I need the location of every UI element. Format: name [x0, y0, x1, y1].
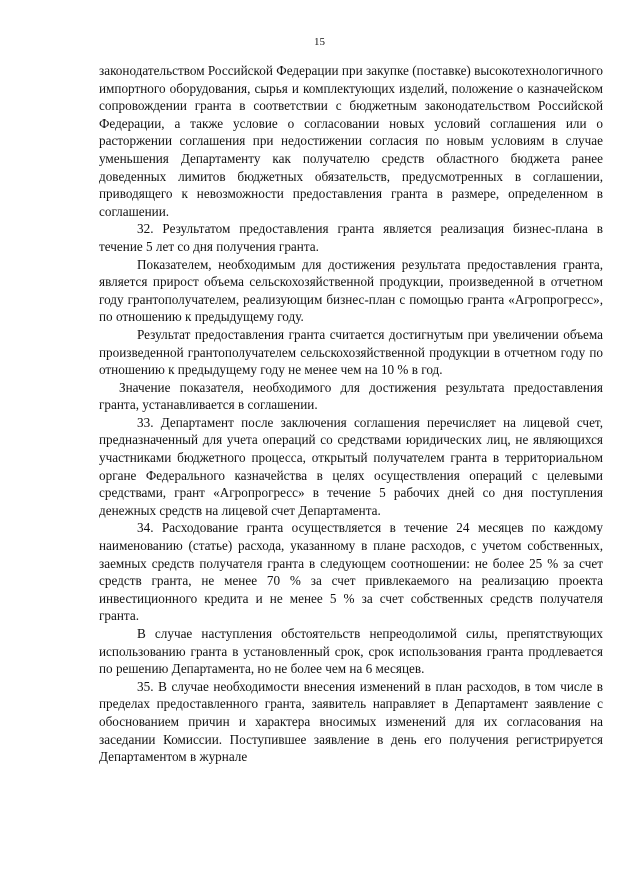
paragraph-force-majeure: В случае наступления обстоятельств непреодолимой силы, препятствующих использованию гранта в установленный срок, срок использования гранта продлевается по решению Департамента, но не более чем на 6 месяцев. — [99, 626, 603, 677]
page-number: 15 — [314, 36, 325, 48]
paragraph-result-achieved: Результат предоставления гранта считается достигнутым при увеличении объема произведенной грантополучателем сельскохозяйственной продукции в отчетном году по отношению к предыдущему году не менее чем на 10 % в год. — [99, 326, 603, 378]
paragraph-33: 33. Департамент после заключения соглашения перечисляет на лицевой счет, предназначенный для учета операций со средствами юридических лиц, не являющихся участниками бюджетного процесса, открытый получателем гранта в территориальном органе Федерального казначейства в целях осуществления операций с целевыми средствами, грант «Агропрогресс» в течение 5 рабочих дней со дня поступления денежных средств на лицевой счет Департамента. — [99, 414, 603, 518]
paragraph-32: 32. Результатом предоставления гранта является реализация бизнес-плана в течение 5 лет со дня получения гранта. — [99, 221, 603, 254]
document-body — [99, 62, 603, 766]
paragraph-34: 34. Расходование гранта осуществляется в течение 24 месяцев по каждому наименованию (статье) расхода, указанному в плане расходов, с учетом собственных, заемных средств получателя гранта в следующем соотношении: не более 25 % за счет средств гранта, не менее 70 % за счет привлекаемого на реализацию проекта инвестиционного кредита и не менее 5 % за счет собственных средств получателя гранта. — [99, 520, 603, 624]
paragraph-indicator-value: Значение показателя, необходимого для достижения результата предоставления гранта, устанавливается в соглашении. — [99, 379, 603, 413]
paragraph-35: 35. В случае необходимости внесения изменений в план расходов, в том числе в пределах предоставленного гранта, заявитель направляет в Департамент заявление с обоснованием причин и характера вносимых изменений для их согласования на заседании Комиссии. Поступившее заявление в день его получения регистрируется Департаментом в журнале — [99, 678, 603, 765]
paragraph-continuation: законодательством Российской Федерации при закупке (поставке) высокотехнологичного импортного оборудования, сырья и комплектующих изделий, положение о казначейском сопровождении гранта в соответствии с бюджетным законодательством Российской Федерации, а также условие о согласовании новых условий соглашения или о расторжении соглашения при недостижении согласия по новым условиям в случае уменьшения Департаменту как получателю средств областного бюджета ранее доведенных лимитов бюджетных обязательств, предусмотренных в соглашении, приводящего к невозможности предоставления гранта в размере, определенном в соглашении. — [99, 63, 603, 219]
paragraph-indicator: Показателем, необходимым для достижения результата предоставления гранта, является прирост объема сельскохозяйственной продукции, произведенной в отчетном году грантополучателем, реализующим бизнес-план с помощью гранта «Агропрогресс», по отношению к предыдущему году. — [99, 256, 603, 325]
